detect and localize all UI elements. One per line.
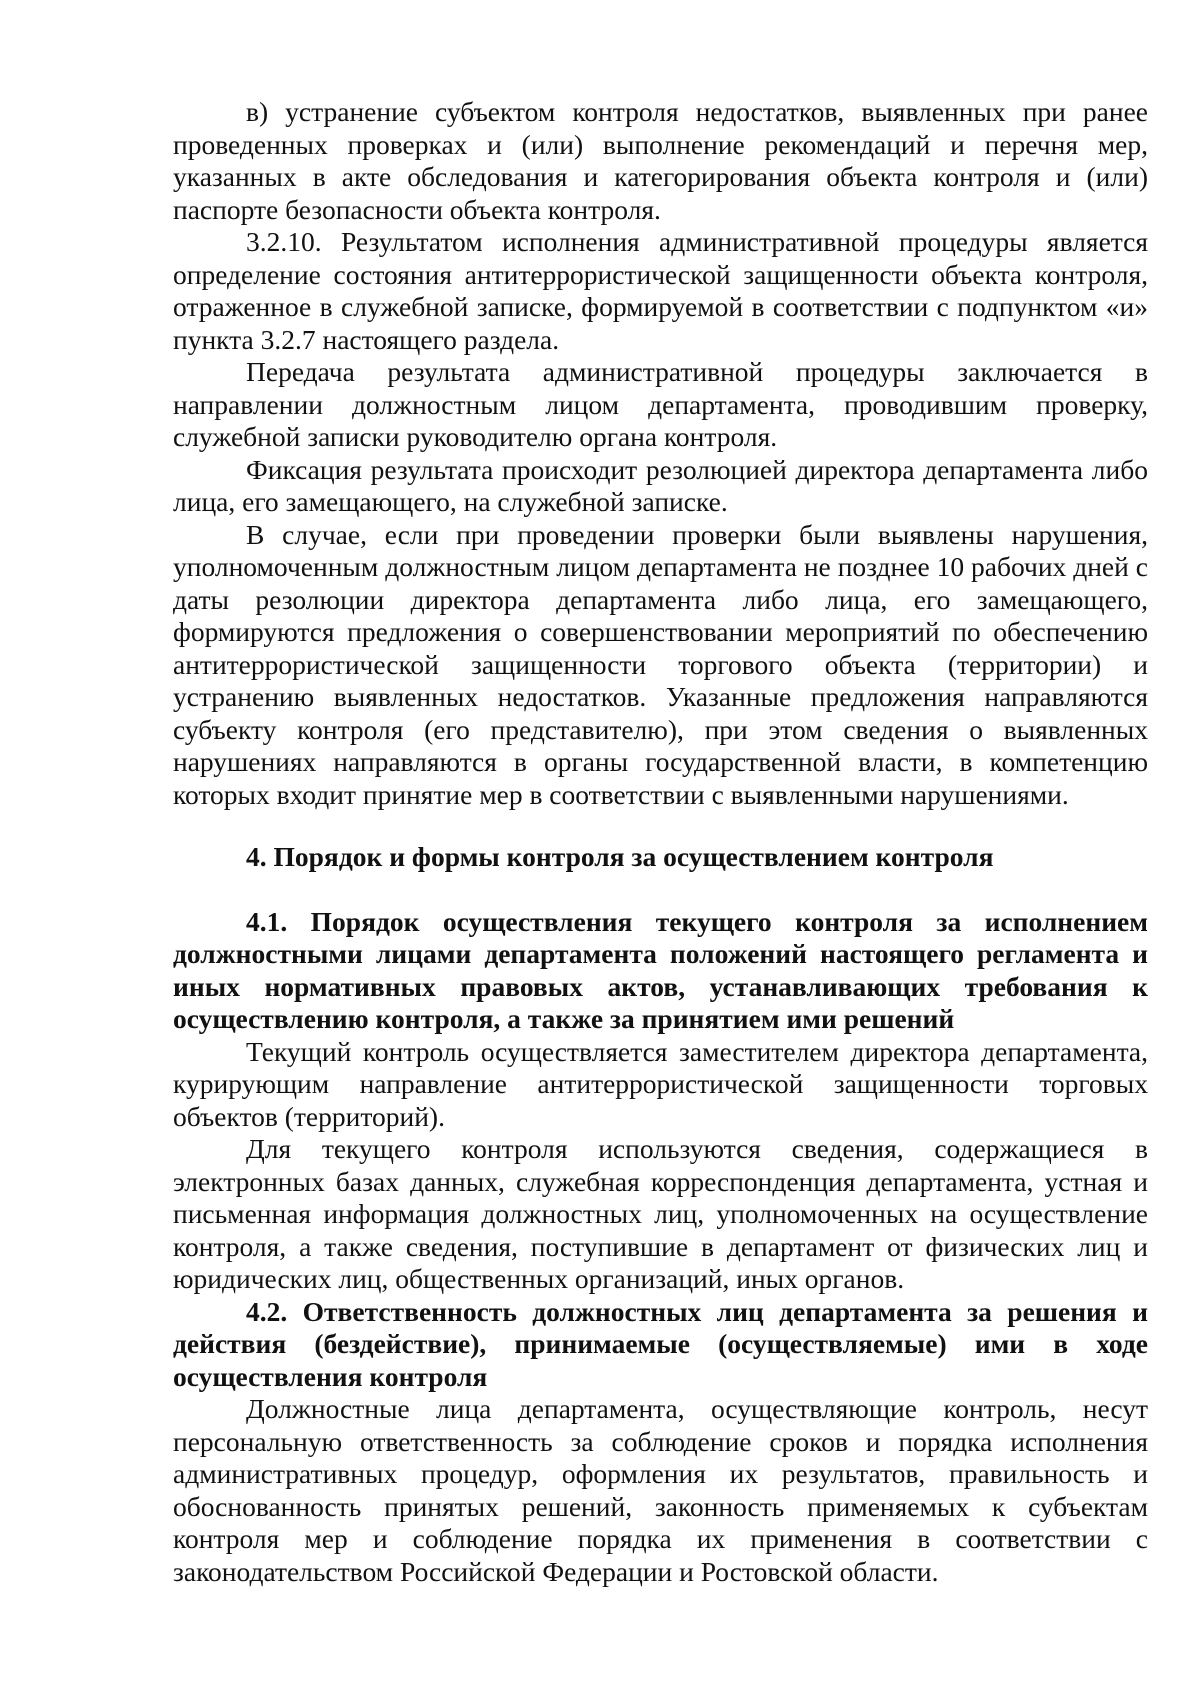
paragraph-3-2-10: 3.2.10. Результатом исполнения административной процедуры является определение состояния антитеррористической защищенности объекта контроля, отраженное в служебной записке, формируемой в соответствии с подпунктом «и» пункта 3.2.7 настоящего раздела.	[173, 226, 1148, 355]
paragraph-control-sources: Для текущего контроля используются сведения, содержащиеся в электронных базах данных, служебная корреспонденция департамента, устная и письменная информация должностных лиц, уполномоченных на осуществление контроля, а также сведения, поступившие в департамент от физических лиц и юридических лиц, общественных организаций, иных органов.	[173, 1133, 1148, 1294]
paragraph-fixation-result: Фиксация результата происходит резолюцией директора департамента либо лица, его замещающего, на служебной записке.	[173, 453, 1148, 517]
paragraph-transfer-result: Передача результата административной процедуры заключается в направлении должностным лицом департамента, проводившим проверку, служебной записки руководителю органа контроля.	[173, 356, 1148, 452]
section-4-heading: 4. Порядок и формы контроля за осуществлением контроля	[246, 841, 994, 872]
section-4-2-heading: 4.2. Ответственность должностных лиц департамента за решения и действия (бездействие), принимаемые (осуществляемые) ими в ходе осуществления контроля	[173, 1295, 1148, 1392]
paragraph-item-v: в) устранение субъектом контроля недостатков, выявленных при ранее проведенных проверках и (или) выполнение рекомендаций и перечня мер, указанных в акте обследования и категорирования объекта контроля и (или) паспорте безопасности объекта контроля.	[173, 96, 1148, 225]
section-4-1-heading: 4.1. Порядок осуществления текущего контроля за исполнением должностными лицами департамента положений настоящего регламента и иных нормативных правовых актов, устанавливающих требования к осуществлению контроля, а также за принятием ими решений	[173, 905, 1148, 1034]
document-page	[173, 96, 1148, 1588]
paragraph-responsibility: Должностные лица департамента, осуществляющие контроль, несут персональную ответственность за соблюдение сроков и порядка исполнения административных процедур, оформления их результатов, правильность и обоснованность принятых решений, законность применяемых к субъектам контроля мер и соблюдение порядка их применения в соответствии с законодательством Российской Федерации и Ростовской области.	[173, 1393, 1148, 1587]
paragraph-current-control: Текущий контроль осуществляется заместителем директора департамента, курирующим направление антитеррористической защищенности торговых объектов (территорий).	[173, 1035, 1148, 1132]
paragraph-violations-case: В случае, если при проведении проверки были выявлены нарушения, уполномоченным должностным лицом департамента не позднее 10 рабочих дней с даты резолюции директора департамента либо лица, его замещающего, формируются предложения о совершенствовании мероприятий по обеспечению антитеррористической защищенности торгового объекта (территории) и устранению выявленных недостатков. Указанные предложения направляются субъекту контроля (его представителю), при этом сведения о выявленных нарушениях направляются в органы государственной власти, в компетенцию которых входит принятие мер в соответствии с выявленными нарушениями.	[173, 518, 1148, 810]
